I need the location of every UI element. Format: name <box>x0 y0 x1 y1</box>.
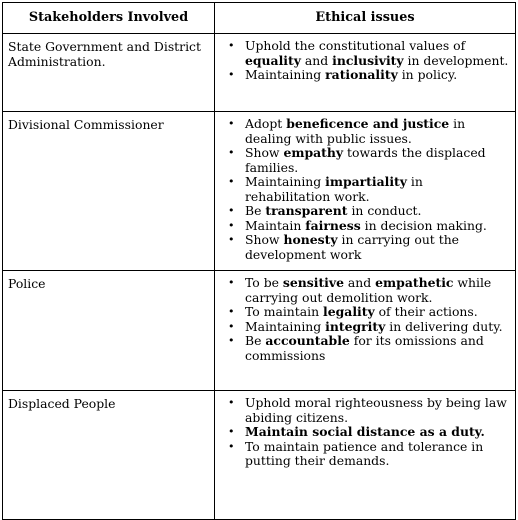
issue-keyword: honesty <box>283 232 338 247</box>
issue-text: in conduct. <box>347 203 422 218</box>
issue-text: in rehabilitation work. <box>245 174 423 204</box>
table-row <box>3 112 516 271</box>
issue-keyword: fairness <box>305 217 361 233</box>
issues-list <box>215 396 511 469</box>
issue-text: in policy. <box>397 67 458 82</box>
issue-text: in delivering duty. <box>385 318 503 334</box>
issue-text: Show <box>245 232 284 247</box>
issues-cell <box>215 271 516 391</box>
issue-keyword: beneficence and justice <box>286 116 450 131</box>
issue-item <box>215 219 511 234</box>
issues-cell <box>215 112 516 271</box>
issues-list <box>215 39 511 83</box>
issue-text: Maintaining <box>245 174 326 189</box>
issue-item <box>215 425 511 440</box>
issue-text: To maintain patience and tolerance in putting their demands. <box>245 438 484 468</box>
issues-list <box>215 117 511 262</box>
issue-keyword: Maintain social distance as a duty. <box>245 424 485 439</box>
issue-keyword: inclusivity <box>332 52 404 68</box>
table-row <box>3 34 516 112</box>
issue-text: in dealing with public issues. <box>245 116 466 146</box>
issue-item <box>215 396 511 425</box>
issue-item <box>215 175 511 204</box>
issue-keyword: integrity <box>325 318 386 334</box>
issue-keyword: accountable <box>265 333 350 348</box>
issue-text: Show <box>245 145 284 160</box>
issue-item <box>215 68 511 83</box>
issue-text: of their actions. <box>374 304 478 319</box>
issue-keyword: impartiality <box>325 174 407 189</box>
issue-item <box>215 233 511 262</box>
stakeholder-cell: Divisional Commissioner <box>3 112 215 271</box>
issue-text: Uphold moral righteousness by being law abiding citizens. <box>245 395 507 425</box>
header-row <box>3 3 516 34</box>
issue-item <box>215 305 511 320</box>
issue-item <box>215 117 511 146</box>
stakeholder-cell: Police <box>3 271 215 391</box>
issue-item <box>215 39 511 68</box>
issue-item <box>215 146 511 175</box>
stakeholder-cell: State Government and District Administration. <box>3 34 215 112</box>
issue-text: for its omissions and commissions <box>245 333 484 363</box>
issue-keyword: equality <box>245 52 301 68</box>
issue-keyword: legality <box>323 304 375 319</box>
table-row <box>3 391 516 520</box>
issues-cell <box>215 34 516 112</box>
table-row <box>3 271 516 391</box>
stakeholders-header: Stakeholders Involved <box>3 3 215 34</box>
issue-text: in development. <box>403 52 509 68</box>
issue-item <box>215 204 511 219</box>
issue-text: Maintain <box>245 217 306 233</box>
issue-text: and <box>343 275 376 290</box>
issue-text: while carrying out demolition work. <box>245 275 492 305</box>
issue-item <box>215 320 511 335</box>
issue-keyword: transparent <box>265 203 348 218</box>
issue-item <box>215 334 511 363</box>
issue-text: in carrying out the development work <box>245 232 460 262</box>
issue-keyword: empathy <box>283 145 344 160</box>
stakeholder-cell: Displaced People <box>3 391 215 520</box>
issue-text: Adopt <box>245 116 287 131</box>
issues-header: Ethical issues <box>215 3 516 34</box>
issue-keyword: empathetic <box>375 275 454 290</box>
issue-text: Be <box>245 203 266 218</box>
issue-keyword: sensitive <box>282 275 344 290</box>
issue-text: Be <box>245 333 266 348</box>
issue-text: and <box>300 52 333 68</box>
issues-list <box>215 276 511 363</box>
issue-text: Maintaining <box>245 67 326 82</box>
issues-cell <box>215 391 516 520</box>
issue-text: To be <box>245 275 283 290</box>
issue-text: Maintaining <box>245 318 326 334</box>
ethics-table <box>2 2 516 520</box>
issue-text: towards the displaced families. <box>245 145 486 175</box>
issue-text: Uphold the constitutional values of <box>245 38 466 53</box>
issue-text: in decision making. <box>360 217 487 233</box>
issue-text: To maintain <box>245 304 324 319</box>
issue-item <box>215 276 511 305</box>
issue-keyword: rationality <box>325 67 398 82</box>
issue-item <box>215 440 511 469</box>
